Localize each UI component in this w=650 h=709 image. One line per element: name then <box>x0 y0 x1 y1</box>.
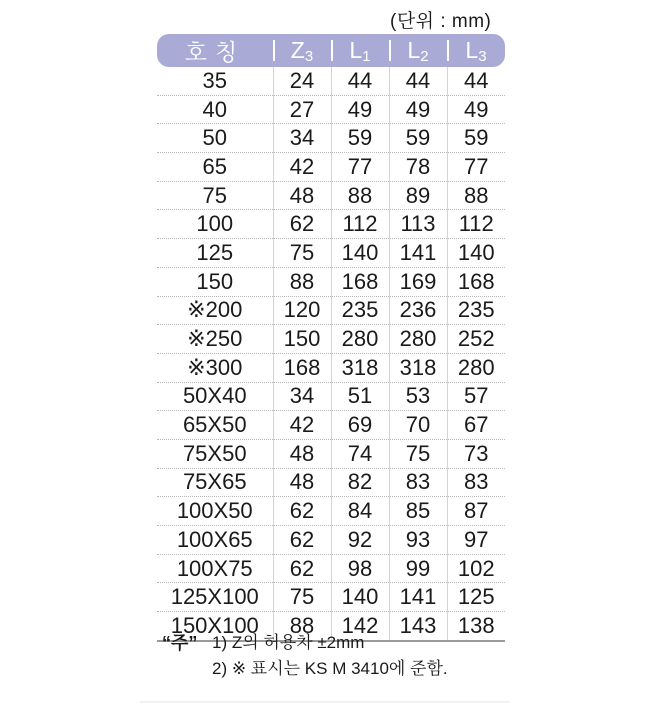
table-row <box>157 468 505 497</box>
dimension-cell: 252 <box>447 325 505 354</box>
dimension-cell: 169 <box>389 267 447 296</box>
dimension-cell: 89 <box>389 181 447 210</box>
dimension-cell: 78 <box>389 153 447 182</box>
dimension-cell: 84 <box>331 497 389 526</box>
dimension-cell: 48 <box>273 439 331 468</box>
table-row <box>157 181 505 210</box>
dimension-cell: 112 <box>331 210 389 239</box>
dimension-cell: 62 <box>273 526 331 555</box>
table-row <box>157 554 505 583</box>
table-header <box>157 34 505 67</box>
dimension-cell: 83 <box>389 468 447 497</box>
dimension-cell: 53 <box>389 382 447 411</box>
table-body <box>157 67 505 641</box>
dimension-cell: 75 <box>273 239 331 268</box>
dimension-cell: 318 <box>331 353 389 382</box>
dimension-cell: 75 <box>273 583 331 612</box>
dimension-cell: 57 <box>447 382 505 411</box>
dimension-cell: 141 <box>389 239 447 268</box>
nominal-size-cell: ※200 <box>157 296 273 325</box>
note-line-1: 1) Z의 허용차 ±2mm <box>212 633 365 652</box>
dimension-cell: 168 <box>331 267 389 296</box>
dimension-cell: 82 <box>331 468 389 497</box>
dimension-cell: 48 <box>273 181 331 210</box>
header-cell-1 <box>273 34 331 67</box>
table-row <box>157 239 505 268</box>
dimension-cell: 150 <box>273 325 331 354</box>
header-cell-subscript: 1 <box>362 47 371 65</box>
dimension-cell: 168 <box>273 353 331 382</box>
header-cell-subscript: 3 <box>478 47 487 65</box>
dimension-cell: 141 <box>389 583 447 612</box>
dimension-cell: 42 <box>273 153 331 182</box>
nominal-size-cell: 100X50 <box>157 497 273 526</box>
dimension-cell: 73 <box>447 439 505 468</box>
nominal-size-cell: 150X100 <box>157 612 273 641</box>
notes-label: “주” <box>162 633 198 653</box>
dimension-cell: 120 <box>273 296 331 325</box>
table-row <box>157 124 505 153</box>
dimension-cell: 49 <box>389 95 447 124</box>
dimension-cell: 280 <box>447 353 505 382</box>
header-cell-label: L <box>407 36 421 63</box>
dimension-cell: 142 <box>331 612 389 641</box>
dimension-cell: 85 <box>389 497 447 526</box>
dimension-cell: 125 <box>447 583 505 612</box>
dimension-cell: 235 <box>331 296 389 325</box>
dimension-cell: 67 <box>447 411 505 440</box>
header-cell-label: L <box>349 36 363 63</box>
nominal-size-cell: 50 <box>157 124 273 153</box>
dimension-cell: 34 <box>273 124 331 153</box>
header-cell-subscript: 2 <box>420 47 429 65</box>
dimension-cell: 51 <box>331 382 389 411</box>
dimension-cell: 235 <box>447 296 505 325</box>
bottom-divider <box>140 701 510 703</box>
dimension-cell: 88 <box>447 181 505 210</box>
nominal-size-cell: 75 <box>157 181 273 210</box>
dimension-cell: 138 <box>447 612 505 641</box>
table-row <box>157 210 505 239</box>
dimension-cell: 69 <box>331 411 389 440</box>
dimension-cell: 27 <box>273 95 331 124</box>
nominal-size-cell: 65X50 <box>157 411 273 440</box>
header-cell-2 <box>331 34 389 67</box>
header-cell-4 <box>447 34 505 67</box>
dimension-table-container <box>157 34 505 642</box>
notes-section <box>162 630 448 682</box>
dimension-cell: 93 <box>389 526 447 555</box>
dimension-cell: 44 <box>389 67 447 95</box>
dimension-cell: 59 <box>331 124 389 153</box>
dimension-cell: 318 <box>389 353 447 382</box>
dimension-cell: 99 <box>389 554 447 583</box>
dimension-cell: 49 <box>447 95 505 124</box>
note-line-2: 2) ※ 표시는 KS M 3410에 준함. <box>212 659 448 678</box>
nominal-size-cell: 150 <box>157 267 273 296</box>
dimension-cell: 70 <box>389 411 447 440</box>
nominal-size-cell: 35 <box>157 67 273 95</box>
table-row <box>157 411 505 440</box>
dimension-cell: 74 <box>331 439 389 468</box>
nominal-size-cell: 125X100 <box>157 583 273 612</box>
dimension-cell: 140 <box>331 583 389 612</box>
table-row <box>157 497 505 526</box>
dimension-cell: 113 <box>389 210 447 239</box>
dimension-cell: 280 <box>331 325 389 354</box>
nominal-size-cell: ※250 <box>157 325 273 354</box>
unit-label: (단위 : mm) <box>390 11 492 32</box>
dimension-cell: 140 <box>331 239 389 268</box>
dimension-cell: 77 <box>331 153 389 182</box>
dimension-cell: 140 <box>447 239 505 268</box>
dimension-table <box>157 34 505 642</box>
header-cell-3 <box>389 34 447 67</box>
table-row <box>157 526 505 555</box>
dimension-cell: 24 <box>273 67 331 95</box>
table-row <box>157 353 505 382</box>
dimension-cell: 143 <box>389 612 447 641</box>
table-row <box>157 325 505 354</box>
dimension-cell: 48 <box>273 468 331 497</box>
header-cell-label: Z <box>290 36 305 63</box>
table-row <box>157 583 505 612</box>
dimension-cell: 59 <box>447 124 505 153</box>
nominal-size-cell: 40 <box>157 95 273 124</box>
table-row <box>157 95 505 124</box>
dimension-cell: 59 <box>389 124 447 153</box>
dimension-cell: 112 <box>447 210 505 239</box>
table-row <box>157 267 505 296</box>
dimension-cell: 97 <box>447 526 505 555</box>
nominal-size-cell: 75X50 <box>157 439 273 468</box>
dimension-cell: 88 <box>273 612 331 641</box>
dimension-cell: 102 <box>447 554 505 583</box>
dimension-cell: 77 <box>447 153 505 182</box>
table-header-row <box>157 34 505 67</box>
dimension-cell: 75 <box>389 439 447 468</box>
nominal-size-cell: 100X65 <box>157 526 273 555</box>
nominal-size-cell: 100X75 <box>157 554 273 583</box>
dimension-cell: 62 <box>273 497 331 526</box>
dimension-cell: 168 <box>447 267 505 296</box>
dimension-cell: 62 <box>273 554 331 583</box>
nominal-size-cell: 75X65 <box>157 468 273 497</box>
nominal-size-cell: ※300 <box>157 353 273 382</box>
table-row <box>157 153 505 182</box>
nominal-size-cell: 100 <box>157 210 273 239</box>
dimension-cell: 280 <box>389 325 447 354</box>
dimension-cell: 44 <box>331 67 389 95</box>
dimension-cell: 44 <box>447 67 505 95</box>
dimension-cell: 34 <box>273 382 331 411</box>
header-cell-label: 호칭 <box>184 39 246 65</box>
nominal-size-cell: 65 <box>157 153 273 182</box>
dimension-cell: 42 <box>273 411 331 440</box>
header-cell-label: L <box>465 36 479 63</box>
dimension-cell: 49 <box>331 95 389 124</box>
dimension-cell: 236 <box>389 296 447 325</box>
table-row <box>157 382 505 411</box>
nominal-size-cell: 50X40 <box>157 382 273 411</box>
dimension-cell: 88 <box>273 267 331 296</box>
table-row <box>157 296 505 325</box>
dimension-cell: 62 <box>273 210 331 239</box>
table-row <box>157 67 505 95</box>
dimension-cell: 83 <box>447 468 505 497</box>
header-cell-subscript: 3 <box>304 47 314 65</box>
dimension-cell: 88 <box>331 181 389 210</box>
dimension-cell: 92 <box>331 526 389 555</box>
header-cell-0 <box>157 34 273 67</box>
dimension-cell: 87 <box>447 497 505 526</box>
nominal-size-cell: 125 <box>157 239 273 268</box>
table-row <box>157 439 505 468</box>
dimension-cell: 98 <box>331 554 389 583</box>
